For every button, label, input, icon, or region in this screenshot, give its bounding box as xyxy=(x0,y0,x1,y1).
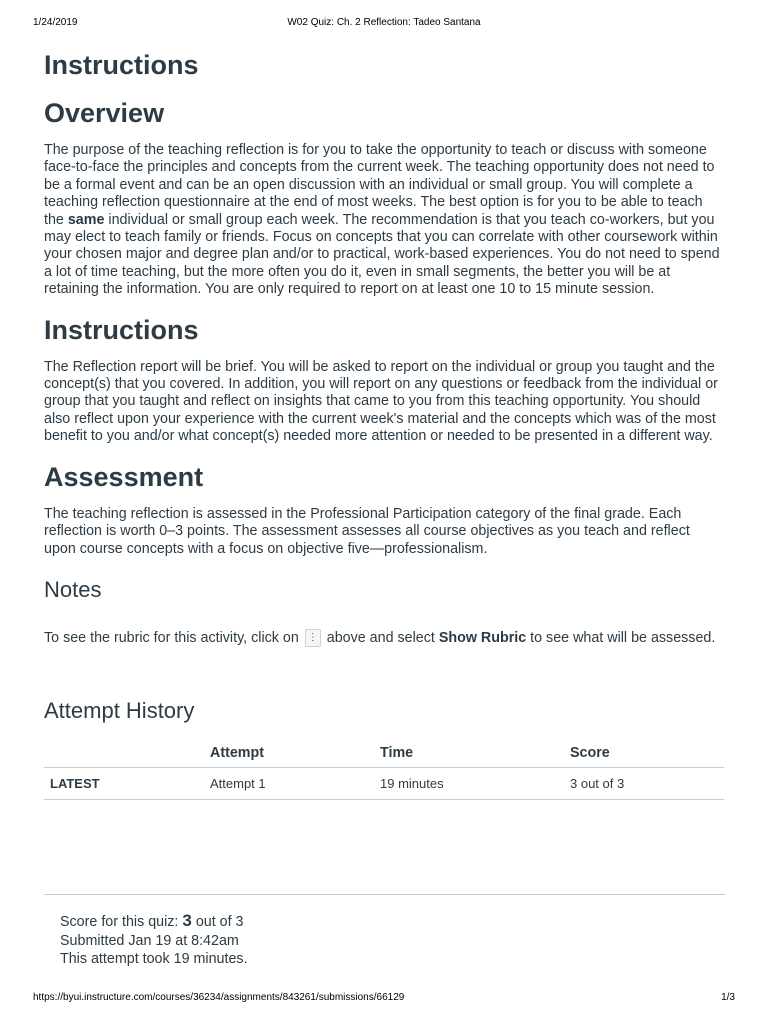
table-header-row xyxy=(44,739,724,768)
latest-label: LATEST xyxy=(44,767,204,799)
show-rubric-label: Show Rubric xyxy=(438,629,527,646)
attempt-history-heading: Attempt History xyxy=(44,697,195,723)
page-title: Instructions xyxy=(44,50,199,80)
divider xyxy=(44,894,725,895)
print-header xyxy=(0,17,768,31)
score-summary xyxy=(60,912,248,969)
print-date: 1/24/2019 xyxy=(33,17,78,28)
quiz-content xyxy=(44,44,724,800)
notes-heading: Notes xyxy=(44,576,102,602)
print-title: W02 Quiz: Ch. 2 Reflection: Tadeo Santana xyxy=(287,17,481,28)
quiz-score-value: 3 xyxy=(182,911,192,930)
submitted-time: Submitted Jan 19 at 8:42am xyxy=(60,932,239,949)
attempt-link[interactable]: Attempt 1 xyxy=(204,767,374,799)
quiz-score-line: Score for this quiz: 3 out of 3 xyxy=(60,911,244,930)
instructions-text: The Reflection report will be brief. You will be asked to report on the individual or group you taught and the concept(s) that you covered. In addition, you will report on any questions or feedback from the individual or group that you taught and reflect on insights that came to you from this teaching opportunity. You should also reflect upon your experience with the current week's material and the concepts which was of the most benefit to you and/or what concept(s) needed more attention or needed to be presented in a different way. xyxy=(44,358,718,445)
assessment-text: The teaching reflection is assessed in the Professional Participation category of the final grade. Each reflection is worth 0–3 points. The assessment assesses all course objectives as you teach and reflect upon course concepts with a focus on objective five—professionalism. xyxy=(44,505,690,557)
page-number: 1/3 xyxy=(721,992,735,1003)
attempt-duration: This attempt took 19 minutes. xyxy=(60,951,248,967)
overview-heading: Overview xyxy=(44,98,165,128)
kebab-menu-icon[interactable]: ⋮ xyxy=(305,629,321,647)
column-header: Score xyxy=(564,739,724,768)
attempt-time: 19 minutes xyxy=(374,767,564,799)
table-row xyxy=(44,767,724,799)
column-header xyxy=(44,739,204,768)
instructions-heading: Instructions xyxy=(44,314,199,345)
column-header: Attempt xyxy=(204,739,374,768)
attempt-score: 3 out of 3 xyxy=(564,767,724,799)
column-header: Time xyxy=(374,739,564,768)
attempt-history-table xyxy=(44,739,724,800)
assessment-heading: Assessment xyxy=(44,461,204,492)
emphasis-same: same xyxy=(67,211,105,228)
rubric-note: To see the rubric for this activity, click on ⋮ above and select Show Rubric to see what will be assessed. xyxy=(44,629,716,646)
overview-text: The purpose of the teaching reflection is for you to take the opportunity to teach or discuss with someone face-to-face the principles and concepts from the current week. The teaching opportunity does not need to be a formal event and can be an open discussion with an individual or small group. You will complete a teaching reflection questionnaire at the end of most weeks. The best option is for you to be able to teach the same individual or small group each week. The recommendation is that you teach co-workers, but you may elect to teach family or friends. Focus on concepts that you can correlate with other coursework within your chosen major and degree plan and/or to practical, work-based experiences. You do not need to spend a lot of time teaching, but the more often you do it, even in small segments, the better you will be at retaining the information. You are only required to report on at least one 10 to 15 minute session. xyxy=(44,142,720,298)
page-url: https://byui.instructure.com/courses/36234/assignments/843261/submissions/66129 xyxy=(33,992,405,1003)
